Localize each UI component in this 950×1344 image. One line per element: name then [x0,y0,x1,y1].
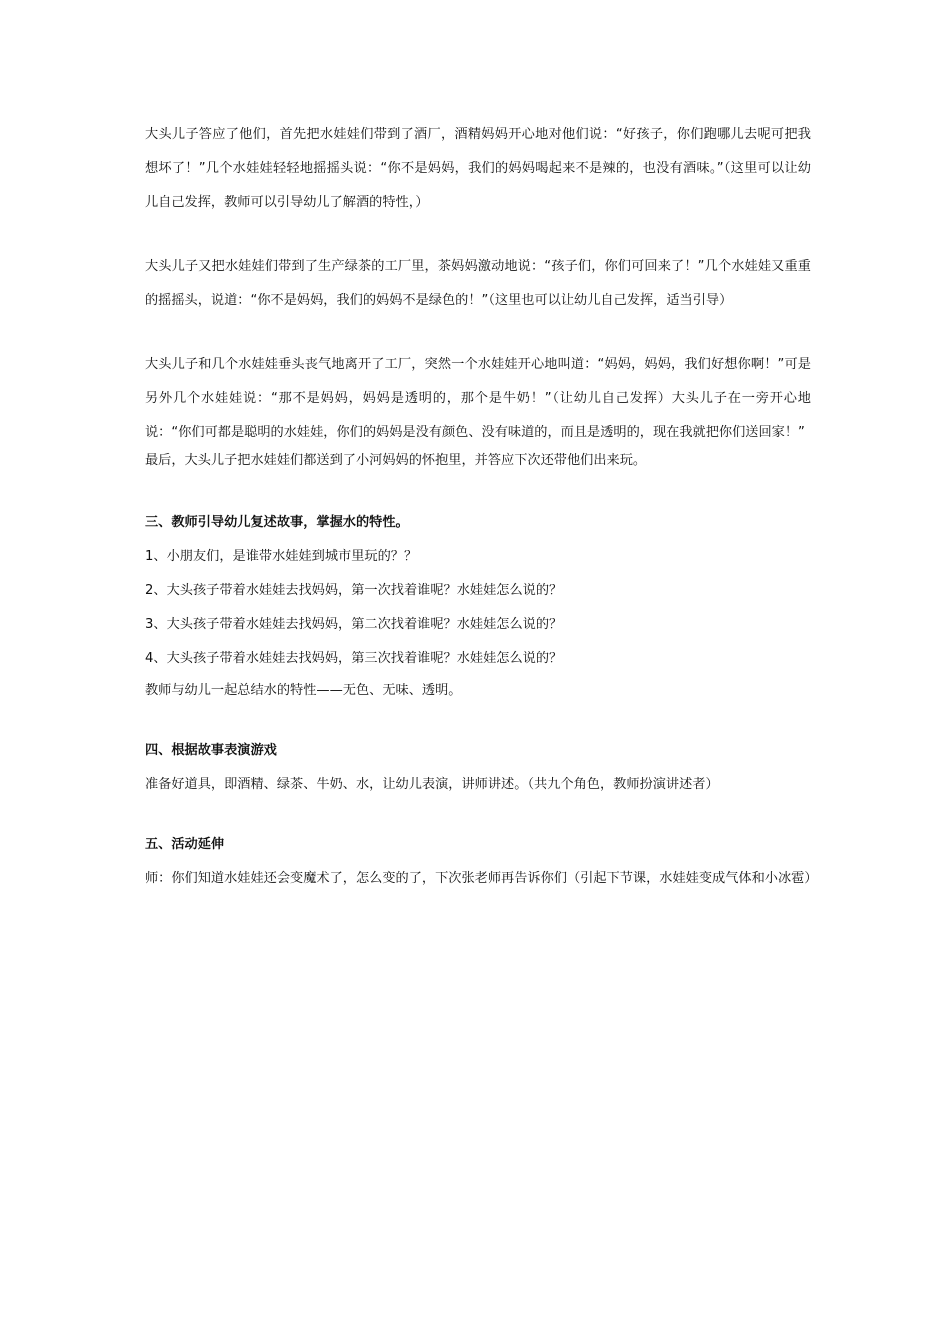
story-paragraph-1: 大头儿子答应了他们，首先把水娃娃们带到了酒厂，酒精妈妈开心地对他们说：“好孩子，你们跑哪儿去呢可把我想坏了！”几个水娃娃轻轻地摇摇头说：“你不是妈妈，我们的妈妈喝起来不是辣的，也没有酒味。”（这里可以让幼儿自己发挥，教师可以引导幼儿了解酒的特性，） [145,127,811,210]
spacer [145,708,811,734]
section-3-question-4: 4、大头孩子带着水娃娃去找妈妈，第三次找着谁呢？水娃娃怎么说的？ [145,651,563,666]
spacer [145,478,811,506]
document-page [145,118,818,896]
story-paragraph-4: 最后，大头儿子把水娃娃们都送到了小河妈妈的怀抱里，并答应下次还带他们出来玩。 [145,453,647,468]
section-5-heading: 五、活动延伸 [145,837,225,852]
section-3-question-1: 1、小朋友们，是谁带水娃娃到城市里玩的？？ [145,549,418,564]
spacer [145,318,811,348]
section-4-text: 准备好道具，即酒精、绿茶、牛奶、水，让幼儿表演，讲师讲述。（共九个角色，教师扮演讲述者） [145,777,719,792]
story-paragraph-2: 大头儿子又把水娃娃们带到了生产绿茶的工厂里，茶妈妈激动地说：“孩子们，你们可回来了！”几个水娃娃又重重的摇摇头，说道：“你不是妈妈，我们的妈妈不是绿色的！”（这里也可以让幼儿自己发挥，适当引导） [145,259,811,308]
section-3-heading: 三、教师引导幼儿复述故事，掌握水的特性。 [145,515,409,530]
section-3-question-2: 2、大头孩子带着水娃娃去找妈妈，第一次找着谁呢？水娃娃怎么说的？ [145,583,563,598]
section-3-summary: 教师与幼儿一起总结水的特性——无色、无味、透明。 [145,683,462,698]
story-paragraph-3: 大头儿子和几个水娃娃垂头丧气地离开了工厂，突然一个水娃娃开心地叫道：“妈妈，妈妈，我们好想你啊！”可是另外几个水娃娃说：“那不是妈妈，妈妈是透明的，那个是牛奶！”（让幼儿自己发挥）大头儿子在一旁开心地说：“你们可都是聪明的水娃娃，你们的妈妈是没有颜色、没有味道的，而且是透明的，现在我就把你们送回家！” [145,357,811,440]
section-3-question-3: 3、大头孩子带着水娃娃去找妈妈，第二次找着谁呢？水娃娃怎么说的？ [145,617,563,632]
spacer [145,802,811,828]
section-4-heading: 四、根据故事表演游戏 [145,743,277,758]
section-5-text: 师：你们知道水娃娃还会变魔术了，怎么变的了，下次张老师再告诉你们（引起下节课，水娃娃变成气体和小冰雹） [145,871,818,886]
spacer [145,220,811,250]
